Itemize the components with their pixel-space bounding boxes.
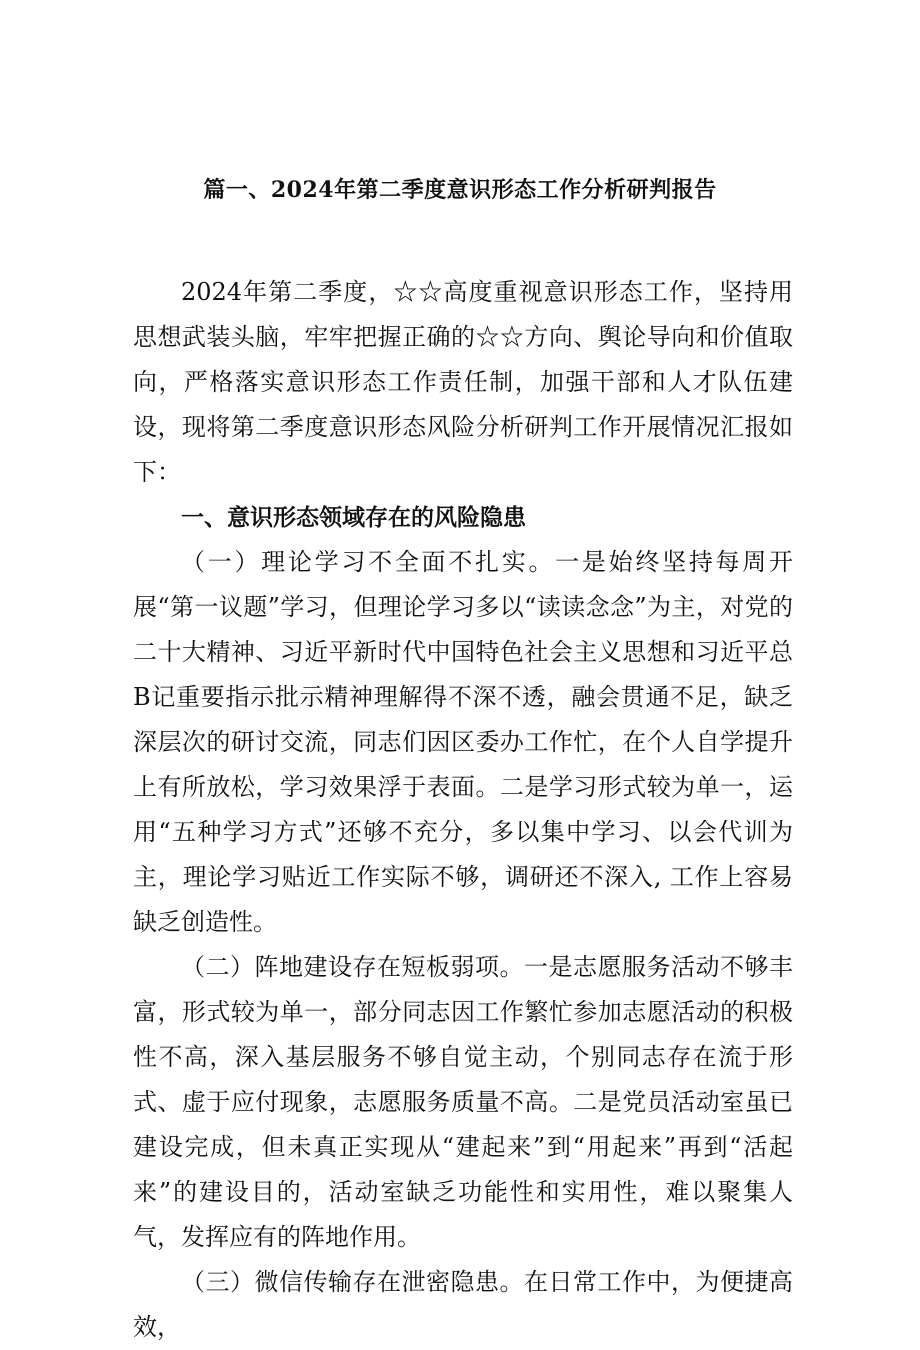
document-title: 篇一、2024年第二季度意识形态工作分析研判报告 bbox=[203, 177, 717, 203]
document-body bbox=[133, 270, 793, 1350]
intro-paragraph: 2024年第二季度，☆☆高度重视意识形态工作，坚持用思想武装头脑，牢牢把握正确的☆☆方向、舆论导向和价值取向，严格落实意识形态工作责任制，加强干部和人才队伍建设，现将第二季度意识形态风险分析研判工作开展情况汇报如下： bbox=[133, 278, 793, 486]
section-heading: 一、意识形态领域存在的风险隐患 bbox=[181, 504, 526, 531]
paragraph-theory-study: （一）理论学习不全面不扎实。一是始终坚持每周开展“第一议题”学习，但理论学习多以“读读念念”为主，对党的二十大精神、习近平新时代中国特色社会主义思想和习近平总B记重要指示批示精神理解得不深不透，融会贯通不足，缺乏深层次的研讨交流，同志们因区委办工作忙，在个人自学提升上有所放松，学习效果浮于表面。二是学习形式较为单一，运用“五种学习方式”还够不充分，多以集中学习、以会代训为主，理论学习贴近工作实际不够，调研还不深入, 工作上容易缺乏创造性。 bbox=[133, 548, 793, 936]
paragraph-position-building: （二）阵地建设存在短板弱项。一是志愿服务活动不够丰富，形式较为单一，部分同志因工作繁忙参加志愿活动的积极性不高，深入基层服务不够自觉主动，个别同志存在流于形式、虚于应付现象，志愿服务质量不高。二是党员活动室虽已建设完成，但未真正实现从“建起来”到“用起来”再到“活起来”的建设目的，活动室缺乏功能性和实用性，难以聚集人气，发挥应有的阵地作用。 bbox=[133, 953, 793, 1251]
paragraph-wechat-risk: （三）微信传输存在泄密隐患。在日常工作中，为便捷高效， bbox=[133, 1268, 793, 1341]
